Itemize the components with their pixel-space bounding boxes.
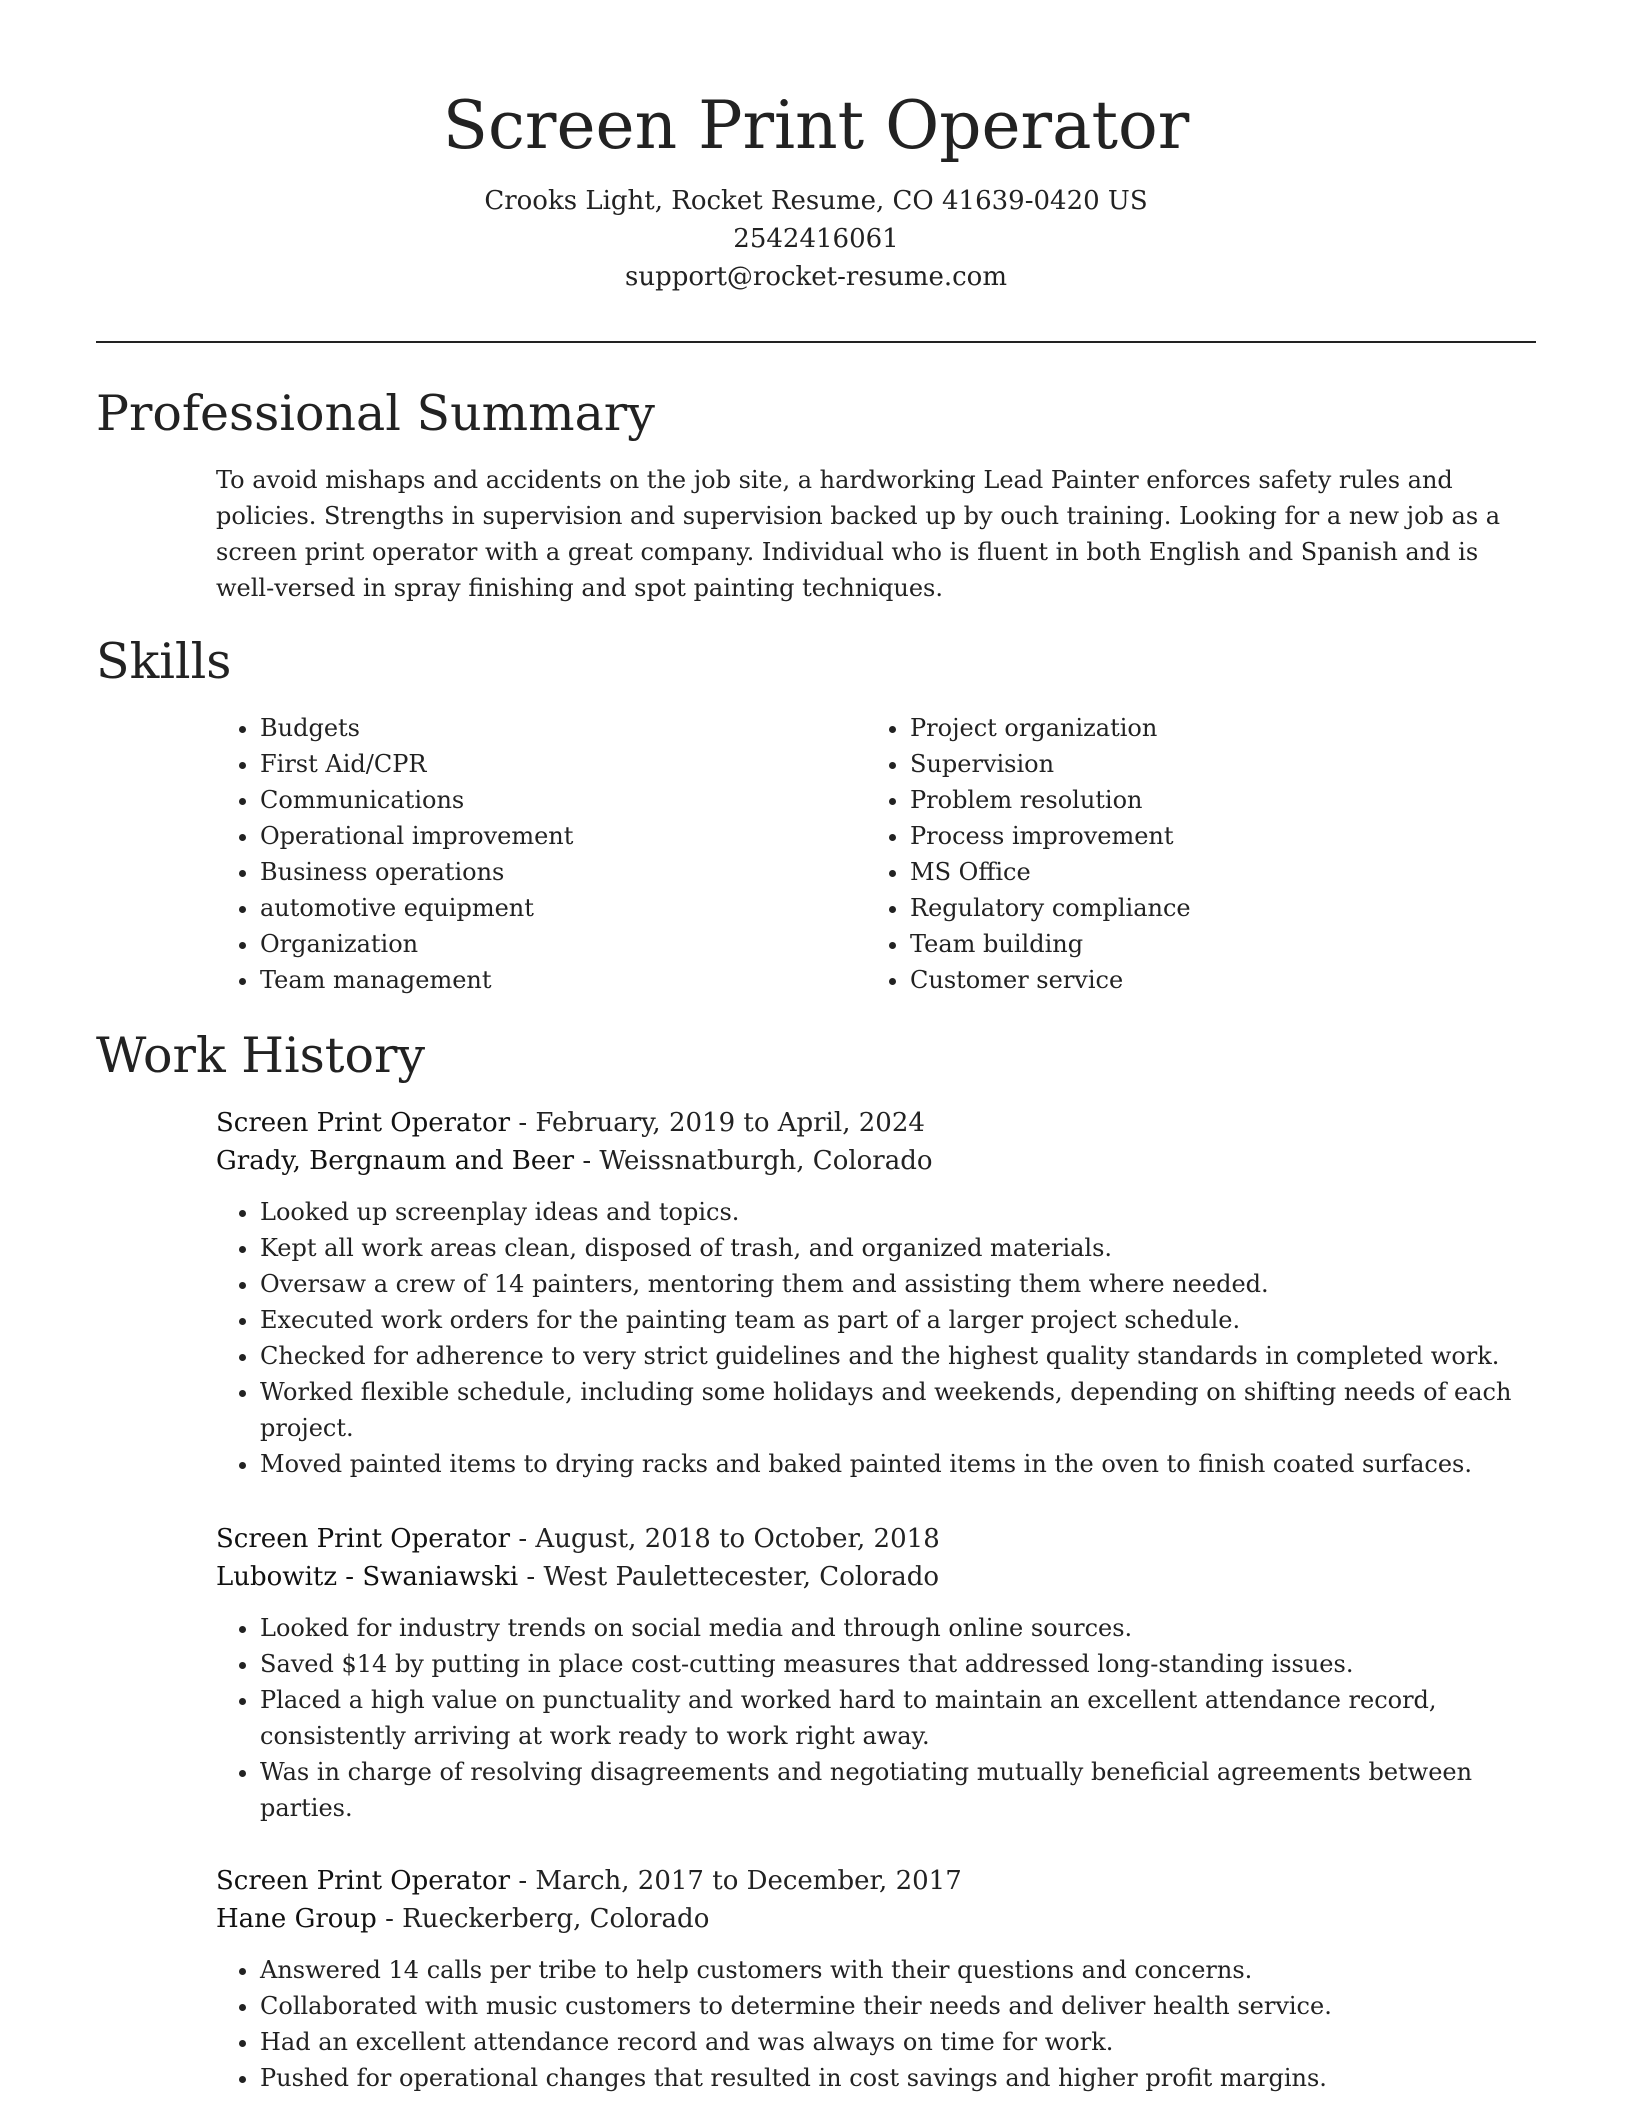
job-duties (216, 1610, 1536, 1826)
header-divider (96, 341, 1536, 343)
job-duties (216, 1194, 1536, 1482)
duty-item: • Kept all work areas clean, disposed of trash, and organized materials. (260, 1230, 1536, 1266)
skills-column-right (866, 710, 1466, 998)
skill-item: • Team management (260, 962, 816, 998)
section-title-work-history: Work History (96, 1027, 426, 1084)
summary-text: To avoid mishaps and accidents on the job site, a hardworking Lead Painter enforces safety rules and policies. Strengths in supervision and supervision backed up by ouch training. Looking for a new job as a screen print operator with a great company. Individual who is fluent in both English and Spanish and is well-versed in spray finishing and spot painting techniques. (216, 466, 1501, 602)
job-entry (216, 1104, 1536, 1482)
section-title-skills: Skills (96, 633, 232, 690)
separator: - (518, 1866, 536, 1896)
duty-item: • Moved painted items to drying racks and baked painted items in the oven to finish coated surfaces. (260, 1446, 1536, 1482)
job-company: Grady, Bergnaum and Beer (216, 1146, 575, 1176)
job-title-line (216, 1520, 1536, 1558)
skill-item: • MS Office (910, 854, 1466, 890)
job-position: Screen Print Operator (216, 1108, 511, 1138)
duty-item: • Saved $14 by putting in place cost-cutting measures that addressed long-standing issues. (260, 1646, 1536, 1682)
duty-item: • Worked flexible schedule, including some holidays and weekends, depending on shifting needs of each project. (260, 1374, 1536, 1446)
skills-list-right (866, 710, 1466, 998)
job-company-line (216, 1900, 1536, 1938)
skills-list-left (216, 710, 816, 998)
job-title-line (216, 1862, 1536, 1900)
job-dates: March, 2017 to December, 2017 (535, 1866, 962, 1896)
separator: - (582, 1146, 600, 1176)
job-location: Rueckerberg, Colorado (402, 1904, 710, 1934)
skill-item: • Communications (260, 782, 816, 818)
skill-item: • Team building (910, 926, 1466, 962)
separator: - (385, 1904, 403, 1934)
duty-item: • Placed a high value on punctuality and worked hard to maintain an excellent attendance record, consistently arriving at work ready to work right away. (260, 1682, 1536, 1754)
skill-item: • Regulatory compliance (910, 890, 1466, 926)
skill-item: • Supervision (910, 746, 1466, 782)
duty-item: • Pushed for operational changes that resulted in cost savings and higher profit margins. (260, 2060, 1536, 2096)
candidate-name: Screen Print Operator (442, 87, 1190, 164)
skill-item: • Problem resolution (910, 782, 1466, 818)
job-dates: February, 2019 to April, 2024 (535, 1108, 925, 1138)
job-entry (216, 1520, 1536, 1826)
job-entry (216, 1862, 1536, 2096)
duty-item: • Executed work orders for the painting team as part of a larger project schedule. (260, 1302, 1536, 1338)
contact-address: Crooks Light, Rocket Resume, CO 41639-0420 US (484, 186, 1148, 216)
job-dates: August, 2018 to October, 2018 (535, 1524, 940, 1554)
duty-item: • Oversaw a crew of 14 painters, mentoring them and assisting them where needed. (260, 1266, 1536, 1302)
skill-item: • First Aid/CPR (260, 746, 816, 782)
skill-item: • Operational improvement (260, 818, 816, 854)
contact-email: support@rocket-resume.com (624, 262, 1007, 292)
duty-item: • Looked for industry trends on social media and through online sources. (260, 1610, 1536, 1646)
separator: - (518, 1108, 536, 1138)
skill-item: • Business operations (260, 854, 816, 890)
resume-header (96, 80, 1536, 296)
duty-item: • Looked up screenplay ideas and topics. (260, 1194, 1536, 1230)
job-title-line (216, 1104, 1536, 1142)
job-position: Screen Print Operator (216, 1524, 511, 1554)
duty-item: • Collaborated with music customers to determine their needs and deliver health service. (260, 1988, 1536, 2024)
separator: - (526, 1562, 544, 1592)
contact-info (96, 182, 1536, 296)
duty-item: • Had an excellent attendance record and was always on time for work. (260, 2024, 1536, 2060)
duty-item: • Was in charge of resolving disagreements and negotiating mutually beneficial agreements between parties. (260, 1754, 1536, 1826)
skill-item: • Project organization (910, 710, 1466, 746)
contact-phone: 2542416061 (733, 224, 899, 254)
duty-item: • Checked for adherence to very strict guidelines and the highest quality standards in completed work. (260, 1338, 1536, 1374)
job-position: Screen Print Operator (216, 1866, 511, 1896)
separator: - (518, 1524, 536, 1554)
skill-item: • automotive equipment (260, 890, 816, 926)
skill-item: • Process improvement (910, 818, 1466, 854)
job-company-line (216, 1558, 1536, 1596)
skill-item: • Organization (260, 926, 816, 962)
skills-column-left (216, 710, 816, 998)
skill-item: • Customer service (910, 962, 1466, 998)
skill-item: • Budgets (260, 710, 816, 746)
job-company: Lubowitz - Swaniawski (216, 1562, 519, 1592)
duty-item: • Answered 14 calls per tribe to help customers with their questions and concerns. (260, 1952, 1536, 1988)
job-company: Hane Group (216, 1904, 377, 1934)
job-duties (216, 1952, 1536, 2096)
job-company-line (216, 1142, 1536, 1180)
job-location: West Paulettecester, Colorado (543, 1562, 940, 1592)
job-location: Weissnatburgh, Colorado (599, 1146, 933, 1176)
section-title-summary: Professional Summary (96, 385, 655, 442)
